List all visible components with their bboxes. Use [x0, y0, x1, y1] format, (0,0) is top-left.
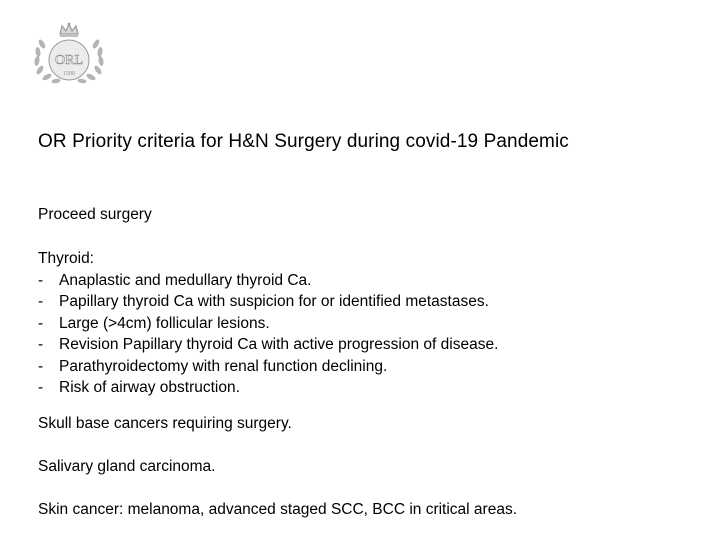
- skin-cancer-criterion: Skin cancer: melanoma, advanced staged SCC, BCC in critical areas.: [38, 501, 517, 518]
- logo-text: ORL: [55, 53, 83, 68]
- bullet-dash: -: [38, 314, 44, 332]
- thyroid-heading: Thyroid:: [38, 250, 94, 267]
- list-item-text: Large (>4cm) follicular lesions.: [59, 314, 270, 332]
- bullet-dash: -: [38, 336, 44, 353]
- list-item-text: Risk of airway obstruction.: [59, 379, 240, 396]
- list-item: [38, 334, 498, 356]
- bullet-dash: -: [38, 293, 44, 310]
- proceed-heading: Proceed surgery: [38, 206, 152, 223]
- crown-laurel-emblem-icon: [30, 20, 108, 88]
- orl-logo: [30, 20, 108, 88]
- thyroid-section: [38, 248, 498, 399]
- logo-year: 1500: [63, 71, 75, 77]
- list-item: [38, 270, 498, 292]
- salivary-criterion: Salivary gland carcinoma.: [38, 458, 216, 475]
- list-item-text: Papillary thyroid Ca with suspicion for or identified metastases.: [59, 293, 489, 310]
- bullet-dash: -: [38, 271, 44, 289]
- list-item-text: Parathyroidectomy with renal function declining.: [59, 357, 388, 375]
- page-title: OR Priority criteria for H&N Surgery during covid-19 Pandemic: [38, 131, 569, 152]
- list-item-text: Revision Papillary thyroid Ca with active progression of disease.: [59, 336, 499, 353]
- list-item: [38, 356, 498, 378]
- list-item: [38, 291, 498, 313]
- bullet-dash: -: [38, 379, 44, 396]
- thyroid-list: [38, 270, 498, 399]
- bullet-dash: -: [38, 357, 44, 375]
- list-item: [38, 313, 498, 335]
- list-item: [38, 377, 498, 399]
- list-item-text: Anaplastic and medullary thyroid Ca.: [59, 271, 312, 289]
- skull-base-criterion: Skull base cancers requiring surgery.: [38, 415, 292, 432]
